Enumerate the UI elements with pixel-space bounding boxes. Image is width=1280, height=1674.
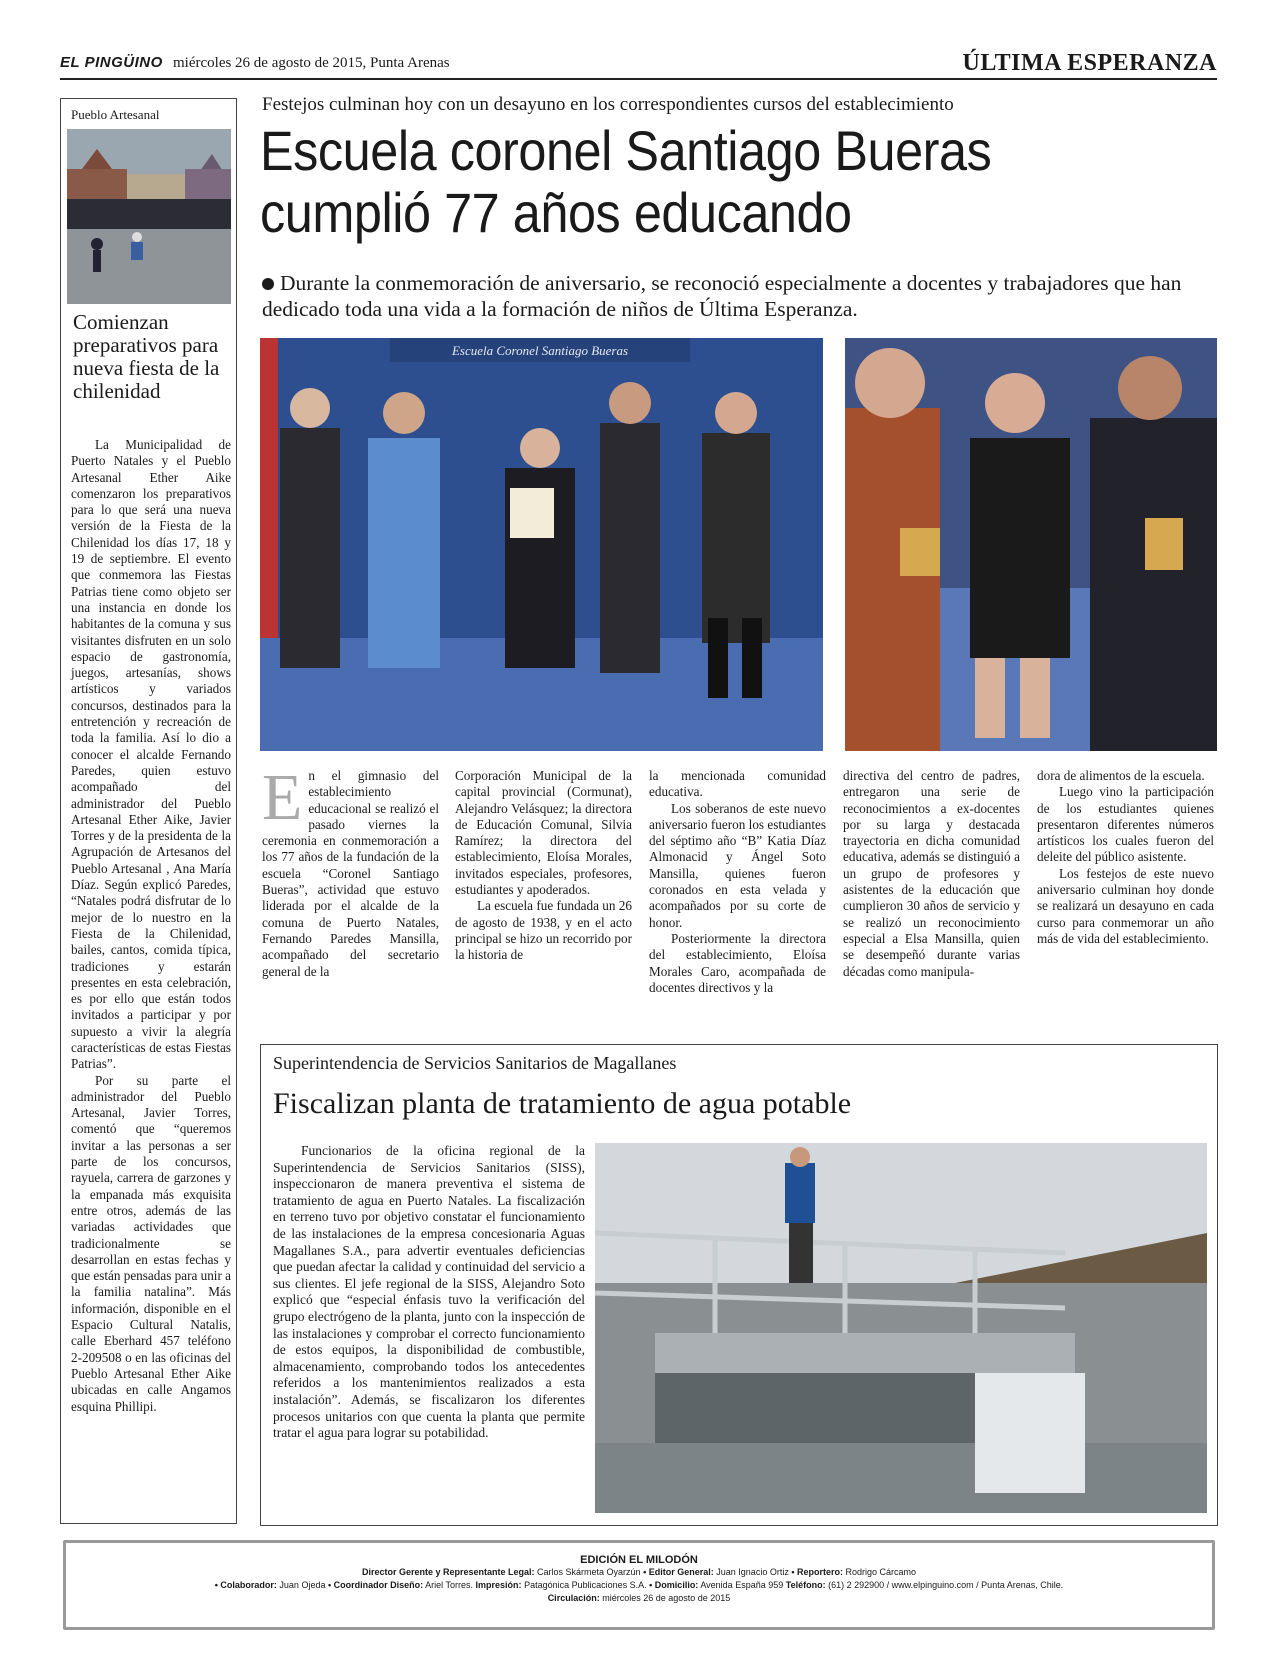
article-deck	[262, 270, 1222, 322]
article-column	[649, 768, 826, 996]
article-headline	[260, 120, 1124, 244]
sidebar-photo	[67, 129, 231, 304]
award-photo	[845, 338, 1217, 751]
dropcap: E	[262, 761, 303, 834]
ceremony-photo	[260, 338, 823, 751]
column-paragraph: Luego vino la participación de los estudiantes quienes presentaron diferentes números artísticos los cuales fueron del deleite del público asistente.	[1037, 784, 1214, 865]
staff-value: Ariel Torres.	[425, 1580, 474, 1590]
secondary-article	[260, 1044, 1218, 1526]
article-column	[843, 768, 1020, 980]
staff-line	[66, 1592, 1212, 1605]
deck-text: Durante la conmemoración de aniversario, se reconoció especialmente a docentes y trabajadores que han dedicado toda una vida a la formación de niños de Última Esperanza.	[262, 271, 1182, 321]
staff-value: Juan Ojeda	[279, 1580, 326, 1590]
photo-banner-text: Escuela Coronel Santiago Bueras	[451, 343, 629, 358]
sidebar-headline: Comienzan preparativos para nueva fiesta de la chilenidad	[73, 310, 220, 403]
article-body	[262, 761, 1217, 1038]
sidebar-paragraph: Por su parte el administrador del Pueblo Artesanal, Javier Torres, comentó que “queremos invitar a las personas a ser parte de los concursos, rayuela, carrera de garzones y la empanada más exquisita entre otros, además de las variadas actividades que tradicionalmente se desarrollan en estas fechas y que están pensadas para unir a la familia natalina”. Más información, disponible en el Espacio Cultural Natalis, calle Eberhard 457 teléfono 2-209508 o en las oficinas del Pueblo Artesanal Ether Aike ubicadas en calle Angamos esquina Phillipi.	[71, 1072, 232, 1414]
secondary-kicker: Superintendencia de Servicios Sanitarios de Magallanes	[273, 1053, 677, 1073]
staff-value: Patagónica Publicaciones S.A.	[524, 1580, 647, 1590]
staff-value: Juan Ignacio Ortiz	[716, 1567, 789, 1577]
column-paragraph: Posteriormente la directora del establecimiento, Eloísa Morales Caro, acompañada de docentes directivos y la	[649, 930, 826, 995]
column-text: n el gimnasio del establecimiento educacional se realizó el pasado viernes la ceremonia en conmemoración a los 77 años de la fundación de la escuela “Coronel Santiago Bueras”, actividad que estuvo liderada por el alcalde de la comuna de Puerto Natales, Fernando Paredes Mansilla, acompañado del secretario general de la	[262, 768, 439, 979]
staff-label: Impresión:	[475, 1580, 522, 1590]
staff-value: Carlos Skármeta Oyarzún	[537, 1567, 641, 1577]
bullet-icon	[262, 278, 274, 290]
column-paragraph: directiva del centro de padres, entregaron una serie de reconocimientos a ex-docentes por su larga y destacada trayectoria en dicha comunidad educativa, además se distinguió a un grupo de profesores y asistentes de la educación que cumplieron 30 años de servicio y se realizó un reconocimiento especial a Elsa Mansilla, quien se desempeñó durante varias décadas como manipula-	[843, 768, 1020, 979]
dateline: miércoles 26 de agosto de 2015, Punta Arenas	[173, 55, 450, 71]
staff-value: Rodrigo Cárcamo	[845, 1567, 917, 1577]
staff-value: Avenida España 959	[700, 1580, 784, 1590]
column-paragraph: Corporación Municipal de la capital provincial (Cormunat), Alejandro Velásquez; la directora de Educación Comunal, Silvia Ramírez; la directora del establecimiento, Eloísa Morales, invitados especiales, profesores, estudiantes y apoderados.	[455, 768, 632, 898]
sidebar-body	[71, 437, 231, 1415]
staff-label: • Coordinador Diseño:	[327, 1580, 424, 1590]
staff-value: (61) 2 292900 / www.elpinguino.com / Punta Arenas, Chile.	[828, 1580, 1064, 1590]
article-kicker: Festejos culminan hoy con un desayuno en los correspondientes cursos del establecimiento	[262, 94, 954, 115]
sidebar-kicker: Pueblo Artesanal	[71, 107, 160, 122]
secondary-headline: Fiscalizan planta de tratamiento de agua potable	[273, 1087, 852, 1120]
staff-line	[66, 1579, 1212, 1592]
staff-label: • Reportero:	[791, 1567, 843, 1577]
article-column	[1037, 768, 1214, 947]
secondary-body	[273, 1143, 585, 1442]
staff-label: • Domicilio:	[649, 1580, 699, 1590]
headline-line: cumplió 77 años educando	[260, 181, 852, 244]
masthead-logo: EL PINGÜINO	[60, 54, 163, 71]
column-paragraph: dora de alimentos de la escuela.	[1037, 768, 1205, 783]
staff-label: Teléfono:	[785, 1580, 826, 1590]
staff-label: • Colaborador:	[214, 1580, 277, 1590]
staff-label: • Editor General:	[643, 1567, 714, 1577]
page-header	[60, 52, 1217, 78]
article-column	[455, 768, 632, 964]
secondary-paragraph: Funcionarios de la oficina regional de la Superintendencia de Servicios Sanitarios (SISS), inspeccionaron de manera preventiva el sistema de tratamiento de agua en Puerto Natales. La fiscalización en terreno tuvo por objetivo constatar el funcionamiento de las instalaciones de la empresa concesionaria Aguas Magallanes S.A., para advertir eventuales deficiencias que puedan afectar la calidad y continuidad del servicio a sus clientes. El jefe regional de la SISS, Alejandro Soto explicó que “especial énfasis tuvo la verificación del grupo electrógeno de la planta, junto con la inspección de las instalaciones y comprobar el correcto funcionamiento de estos equipos, la disponibilidad de combustible, almacenamiento, comprobando todos los antecedentes referidos a los mantenimientos realizados a esta instalación”. Además, se fiscalizaron los diferentes procesos unitarios con que cuenta la planta que permite tratar el agua para lograr su potabilidad.	[273, 1143, 585, 1441]
article-column	[262, 761, 439, 980]
section-title: ÚLTIMA ESPERANZA	[962, 50, 1217, 76]
staff-title: EDICIÓN EL MILODÓN	[580, 1554, 698, 1566]
staff-box	[63, 1540, 1215, 1630]
staff-label: Circulación:	[547, 1593, 600, 1603]
column-paragraph: La escuela fue fundada un 26 de agosto de 1938, y en el acto principal se hizo un recorrido por la historia de	[455, 898, 632, 963]
staff-value: miércoles 26 de agosto de 2015	[602, 1593, 731, 1603]
column-paragraph: la mencionada comunidad educativa.	[649, 768, 826, 800]
water-plant-photo	[595, 1143, 1207, 1513]
header-rule	[60, 78, 1217, 80]
sidebar-article	[60, 98, 237, 1524]
staff-label: Director Gerente y Representante Legal:	[361, 1567, 535, 1577]
headline-line: Escuela coronel Santiago Bueras	[260, 119, 992, 182]
sidebar-paragraph: La Municipalidad de Puerto Natales y el Pueblo Artesanal Ether Aike comenzaron los preparativos para lo que será una nueva versión de la Fiesta de la Chilenidad los días 17, 18 y 19 de septiembre. El evento que conmemora las Fiestas Patrias tiene como objeto ser una instancia en donde los habitantes de la comuna y sus visitantes disfruten en un solo espacio de gastronomía, juegos, artesanías, shows artísticos y variados concursos, destinados para la entretención y recreación de toda la familia. Así lo dio a conocer el alcalde Fernando Paredes, quien estuvo acompañado del administrador del Pueblo Artesanal Ether Aike, Javier Torres y de la presidenta de la Agrupación de Artesanos del Pueblo Artesanal , Ana María Díaz. Según explicó Paredes, “Natales podrá disfrutar de lo mejor de lo nuestro en la Fiesta de la Chilenidad, bailes, cantos, comida típica, tradiciones y estarán presentes en esta celebración, es por ello que están todos invitados a participar y por supuesto a vivir la alegría características de estas Fiestas Patrias”.	[71, 437, 231, 1072]
column-paragraph: Los festejos de este nuevo aniversario culminan hoy donde se realizará un desayuno en cada curso para conmemorar un año más de vida del establecimiento.	[1037, 865, 1214, 946]
column-paragraph: Los soberanos de este nuevo aniversario fueron los estudiantes del séptimo año “B” Katia Díaz Almonacid y Ángel Soto Mansilla, quienes fueron coronados en esta velada y acompañados por su corte de honor.	[649, 800, 826, 930]
staff-line	[66, 1566, 1212, 1579]
